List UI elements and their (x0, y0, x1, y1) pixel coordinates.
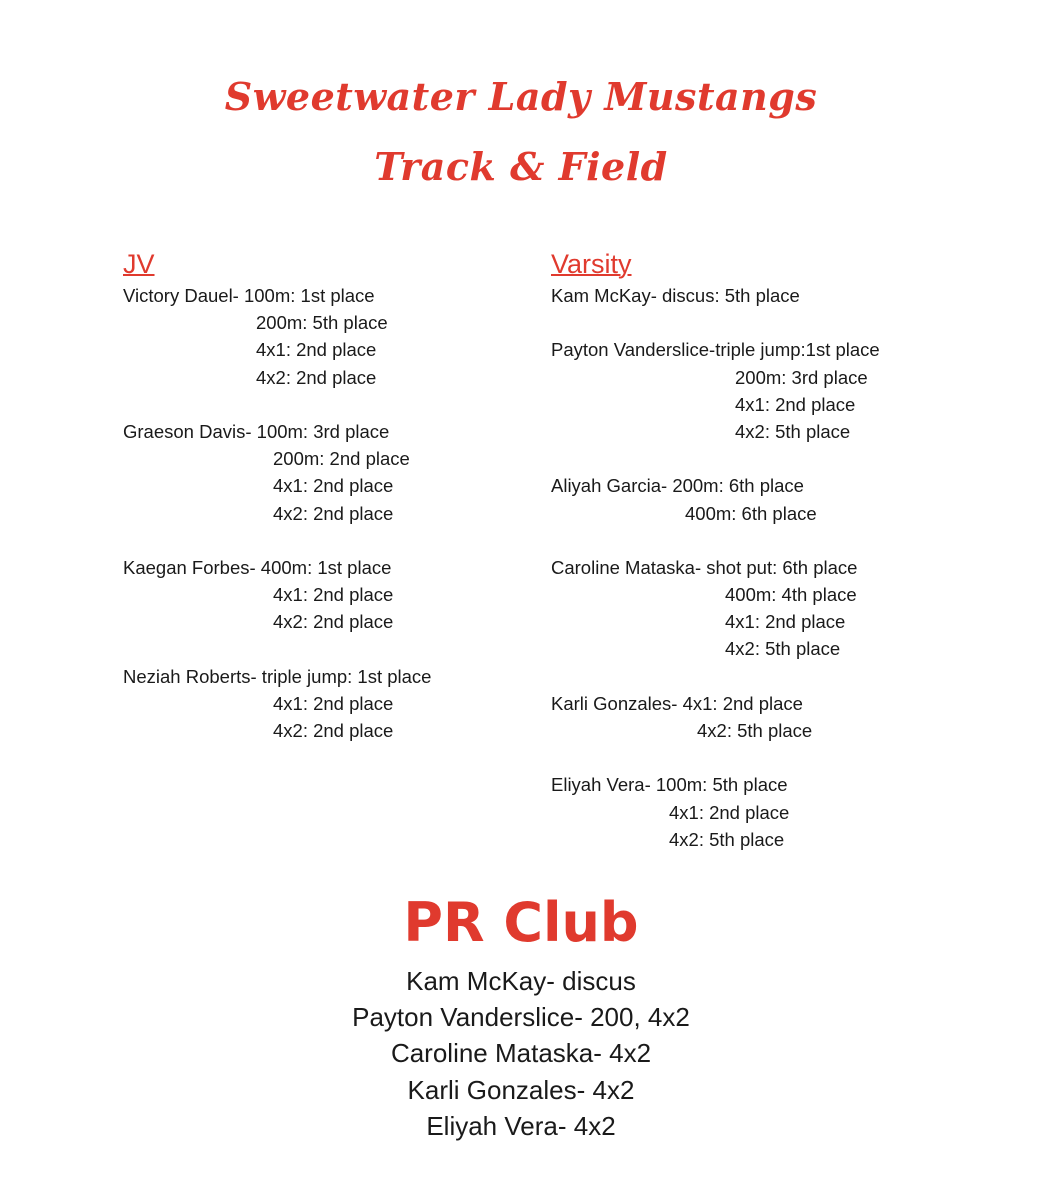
pr-club-entry: Eliyah Vera- 4x2 (426, 1110, 616, 1141)
athlete-result: Victory Dauel- 100m: 1st place (123, 285, 375, 306)
page-title: Sweetwater Lady Mustangs (224, 74, 818, 119)
athlete-result: 4x2: 5th place (725, 638, 841, 660)
athlete-entry (551, 472, 880, 526)
athlete-entry (123, 418, 431, 527)
athlete-entry (551, 771, 880, 853)
athlete-result: Graeson Davis- 100m: 3rd place (123, 420, 390, 442)
athlete-result: 4x1: 2nd place (273, 475, 394, 497)
athlete-result: Eliyah Vera- 100m: 5th place (551, 774, 788, 796)
athlete-result: 4x2: 2nd place (273, 611, 394, 633)
athlete-result: 4x1: 2nd place (669, 801, 790, 823)
athlete-result: 200m: 3rd place (735, 366, 868, 388)
pr-club-entry: Caroline Mataska- 4x2 (390, 1038, 652, 1069)
athlete-result: 4x2: 5th place (735, 420, 851, 442)
pr-club-list (0, 963, 1042, 1144)
pr-club-title: PR Club (403, 891, 639, 954)
athlete-entry (551, 336, 880, 445)
athlete-entry (123, 663, 431, 745)
athlete-result: 4x2: 2nd place (256, 366, 377, 388)
athlete-result: Aliyah Garcia- 200m: 6th place (551, 475, 804, 497)
athlete-result: Karli Gonzales- 4x1: 2nd place (551, 692, 803, 714)
athlete-result: 4x1: 2nd place (735, 393, 856, 415)
athlete-entry (551, 282, 880, 309)
athlete-result: 200m: 2nd place (273, 448, 410, 470)
athlete-entry (551, 554, 880, 663)
pr-club-entry: Kam McKay- discus (406, 966, 636, 996)
pr-club-entry: Payton Vanderslice- 200, 4x2 (352, 1002, 690, 1033)
athlete-result: 400m: 4th place (725, 584, 857, 606)
athlete-result: 200m: 5th place (256, 312, 388, 334)
athlete-result: Caroline Mataska- shot put: 6th place (551, 556, 858, 578)
athlete-result: 4x1: 2nd place (273, 692, 394, 714)
athlete-result: Neziah Roberts- triple jump: 1st place (123, 665, 432, 687)
varsity-heading: Varsity (551, 249, 632, 279)
athlete-result: 4x2: 5th place (697, 720, 813, 741)
athlete-entry (123, 554, 431, 636)
jv-column (123, 248, 431, 744)
athlete-result: 4x1: 2nd place (273, 584, 394, 606)
pr-club-entry: Karli Gonzales- 4x2 (407, 1074, 635, 1105)
athlete-result: Kam McKay- discus: 5th place (551, 285, 800, 306)
athlete-result: 400m: 6th place (685, 502, 817, 524)
athlete-result: 4x2: 2nd place (273, 502, 394, 524)
athlete-result: Payton Vanderslice-triple jump:1st place (551, 339, 880, 361)
athlete-entry (551, 690, 880, 744)
athlete-result: 4x1: 2nd place (256, 339, 377, 361)
athlete-result: Kaegan Forbes- 400m: 1st place (123, 556, 392, 578)
jv-heading: JV (123, 249, 155, 279)
athlete-result: 4x1: 2nd place (725, 611, 846, 633)
athlete-entry (123, 282, 431, 391)
page-subtitle: Track & Field (374, 144, 668, 189)
athlete-result: 4x2: 5th place (669, 828, 785, 850)
varsity-column (551, 248, 880, 853)
athlete-result: 4x2: 2nd place (273, 720, 394, 741)
